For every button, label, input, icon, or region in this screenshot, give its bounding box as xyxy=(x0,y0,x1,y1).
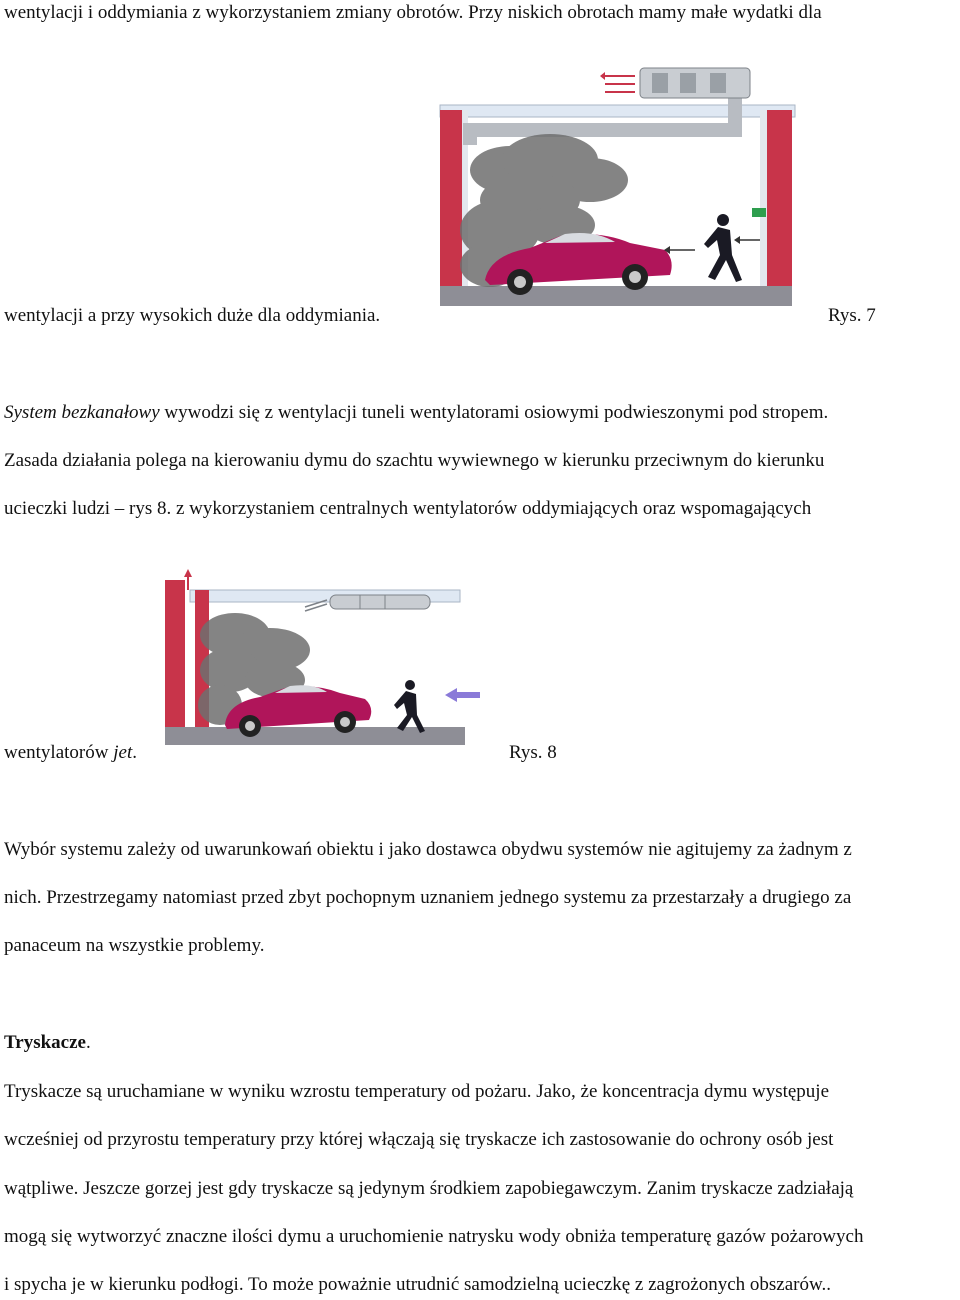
text-line: ucieczki ludzi – rys 8. z wykorzystaniem centralnych wentylatorów oddymiających oraz wspomagających xyxy=(4,498,812,519)
figure-caption: Rys. 7 xyxy=(828,305,876,326)
text-line: Wybór systemu zależy od uwarunkowań obiektu i jako dostawca obydwu systemów nie agitujemy za żadnym z xyxy=(4,839,852,860)
text-line: wentylacji a przy wysokich duże dla oddymiania. xyxy=(4,305,381,326)
figure-caption: Rys. 8 xyxy=(509,742,557,763)
text-span: wywodzi się z wentylacji tuneli wentylatorami osiowymi podwieszonymi pod stropem. xyxy=(159,402,829,423)
section-heading xyxy=(4,1032,91,1054)
text-line: wcześniej od przyrostu temperatury przy której włączają się tryskacze ich zastosowanie do ochrony osób jest xyxy=(4,1129,834,1150)
text-line: panaceum na wszystkie problemy. xyxy=(4,935,265,956)
figure-rys-8 xyxy=(155,545,500,757)
jet-fan-icon xyxy=(330,595,430,609)
text-line: Zasada działania polega na kierowaniu dymu do szachtu wywiewnego w kierunku przeciwnym do kierunku xyxy=(4,450,825,471)
text-line: i spycha je w kierunku podłogi. To może poważnie utrudnić samodzielną ucieczkę z zagrożonych obszarów.. xyxy=(4,1274,831,1295)
text-span: wentylatorów xyxy=(4,742,114,763)
text-line: nich. Przestrzegamy natomiast przed zbyt pochopnym uznaniem jednego systemu za przestarzały a drugiego za xyxy=(4,887,852,908)
exit-sign-icon xyxy=(752,208,766,217)
italic-term: System bezkanałowy xyxy=(4,402,160,423)
text-line xyxy=(4,742,137,764)
heading-text: Tryskacze xyxy=(4,1032,86,1053)
text-span: . xyxy=(85,1032,91,1053)
duct-fan-icon xyxy=(640,68,750,98)
text-line: mogą się wytworzyć znaczne ilości dymu a uruchomienie natrysku wody obniża temperaturę gazów pożarowych xyxy=(4,1226,864,1247)
text-line: wątpliwe. Jeszcze gorzej jest gdy tryskacze są jedynym środkiem zapobiegawczym. Zanim tryskacze zadziałają xyxy=(4,1178,854,1199)
italic-term: jet xyxy=(113,742,133,763)
text-span: . xyxy=(132,742,137,763)
text-line: wentylacji i oddymiania z wykorzystaniem zmiany obrotów. Przy niskich obrotach mamy małe wydatki dla xyxy=(4,2,822,23)
figure-rys-7 xyxy=(430,50,800,310)
text-line xyxy=(4,402,828,424)
text-line: Tryskacze są uruchamiane w wyniku wzrostu temperatury od pożaru. Jako, że koncentracja dymu występuje xyxy=(4,1081,830,1102)
